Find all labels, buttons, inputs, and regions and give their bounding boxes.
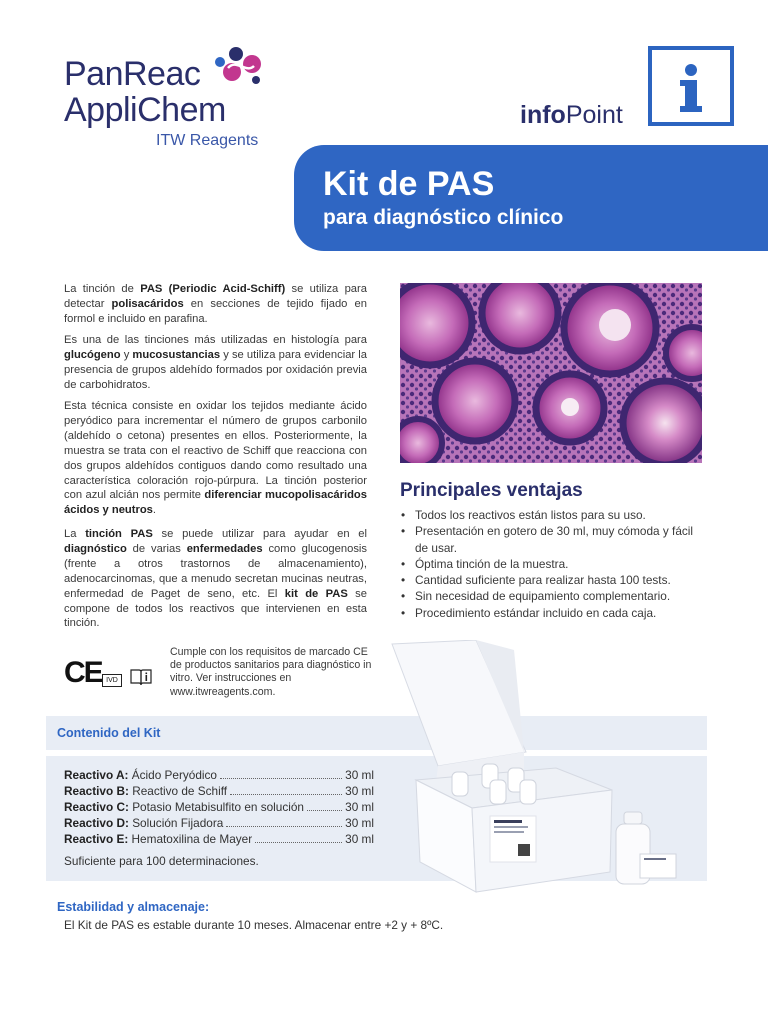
reactivo-row xyxy=(64,784,374,799)
logo-mark-icon xyxy=(206,44,270,92)
body-text: se puede utilizar para ayudar en el xyxy=(152,528,368,540)
reactivo-volume: 30 ml xyxy=(345,784,374,798)
ventajas-item: • Todos los reactivos están listos para su uso. xyxy=(400,507,710,523)
emphasis-text: PAS (Periodic Acid-Schiff) xyxy=(140,283,286,295)
logo-line-3: ITW Reagents xyxy=(156,132,259,149)
kit-quantity-note: Suficiente para 100 determinaciones. xyxy=(64,854,259,868)
body-text: y xyxy=(120,348,133,361)
info-icon xyxy=(652,50,730,122)
panreac-applichem-logo xyxy=(64,48,284,158)
reactivo-name: Reactivo C: xyxy=(64,800,129,814)
ivd-symbol: IVD xyxy=(102,674,122,687)
reactivo-desc: Ácido Peryódico xyxy=(131,768,217,782)
infopoint-regular: Point xyxy=(565,101,623,129)
reactivo-volume: 30 ml xyxy=(345,816,374,830)
info-box xyxy=(648,46,734,126)
estabilidad-text: El Kit de PAS es estable durante 10 meses. Almacenar entre +2 y + 8ºC. xyxy=(64,918,444,932)
reactivo-name: Reactivo E: xyxy=(64,832,129,846)
infopoint-label xyxy=(520,100,623,130)
ventajas-item: • Cantidad suficiente para realizar hasta 100 tests. xyxy=(400,572,710,588)
instructions-book-icon xyxy=(130,668,152,686)
ventajas-list xyxy=(400,507,710,621)
emphasis-text: enfermedades xyxy=(186,542,263,555)
reactivo-desc: Potasio Metabisulfito en solución xyxy=(132,800,304,814)
body-text: Esta técnica consiste en oxidar los tejidos mediante ácido peryódico para incrementar el número de grupos carbonilo (aldehído o cetona) presentes en ellos. Posteriormente, la muestra se trata con el reactivo de Schiff que reacciona con dos grupos aldehídos contiguos dando como resultado una característica coloración rojo-púrpura. La tinción posterior con azul alcián nos permite xyxy=(64,400,367,502)
ventajas-item: • Óptima tinción de la muestra. xyxy=(400,556,710,572)
emphasis-text: glucógeno xyxy=(64,348,121,361)
body-text: . xyxy=(152,504,157,517)
reactivo-row xyxy=(64,800,374,815)
reactivo-row xyxy=(64,832,374,847)
ce-mark: CE xyxy=(64,656,102,689)
dotted-leader xyxy=(230,784,342,795)
body-text: en secciones de tejido fijado en formol e incluido en parafina. xyxy=(64,297,367,325)
dotted-leader xyxy=(307,800,342,811)
reactivo-desc: Solución Fijadora xyxy=(132,816,224,830)
dotted-leader xyxy=(220,768,342,779)
kit-heading: Contenido del Kit xyxy=(57,726,161,740)
infopoint-bold: info xyxy=(520,101,566,129)
ventajas-item: • Procedimiento estándar incluido en cada caja. xyxy=(400,605,710,621)
reactivo-name: Reactivo D: xyxy=(64,816,129,830)
reactivo-desc: Hematoxilina de Mayer xyxy=(131,832,253,846)
histology-paragraph xyxy=(64,333,367,393)
body-text: La tinción de xyxy=(64,283,141,295)
emphasis-text: diagnóstico xyxy=(64,542,127,555)
emphasis-text: polisacáridos xyxy=(111,297,184,310)
reactivo-row xyxy=(64,768,374,783)
page-title: Kit de PAS xyxy=(323,165,495,203)
logo-line-2: AppliChem xyxy=(64,91,226,129)
diagnosis-paragraph xyxy=(64,527,367,631)
body-text: Es una de las tinciones más utilizadas en histología para xyxy=(64,334,367,346)
ventajas-item: • Presentación en gotero de 30 ml, muy cómoda y fácil de usar. xyxy=(400,523,695,556)
reactivo-volume: 30 ml xyxy=(345,800,374,814)
body-text: de varias xyxy=(126,542,187,555)
emphasis-text: tinción PAS xyxy=(85,528,153,540)
page-subtitle: para diagnóstico clínico xyxy=(323,206,564,229)
dotted-leader xyxy=(255,832,342,843)
emphasis-text: mucosustancias xyxy=(132,348,221,361)
reactivo-volume: 30 ml xyxy=(345,768,374,782)
reactivo-name: Reactivo B: xyxy=(64,784,129,798)
intro-paragraph xyxy=(64,282,367,327)
ce-compliance-text: Cumple con los requisitos de marcado CE de productos sanitarios para diagnóstico in vitro. Ver instrucciones en www.itwreagents.com. xyxy=(170,646,372,698)
reactivo-volume: 30 ml xyxy=(345,832,374,846)
body-text: se utiliza para detectar xyxy=(64,283,367,310)
emphasis-text: kit de PAS xyxy=(284,587,348,600)
ventajas-heading: Principales ventajas xyxy=(400,480,583,501)
technique-paragraph xyxy=(64,399,367,518)
ventajas-item: • Sin necesidad de equipamiento complementario. xyxy=(400,588,710,604)
estabilidad-heading: Estabilidad y almacenaje: xyxy=(57,900,210,914)
reactivo-name: Reactivo A: xyxy=(64,768,129,782)
reactivo-desc: Reactivo de Schiff xyxy=(132,784,228,798)
body-text: como glucogenosis (frente a otros trastornos de almacenamiento), adenocarcinomas, que a menudo secretan mucinas neutras, enfermedad de Paget de seno, etc. El xyxy=(64,542,367,600)
body-text: y se utiliza para evidenciar la presencia de grupos aldehído formados por oxidación previa de carbohidratos. xyxy=(64,348,367,391)
reactivo-row xyxy=(64,816,374,831)
pas-stained-tissue-image xyxy=(400,283,702,463)
dotted-leader xyxy=(226,816,342,827)
logo-line-1: PanReac xyxy=(64,55,201,93)
kit-box-photo xyxy=(386,640,686,900)
emphasis-text: diferenciar mucopolisacáridos ácidos y neutros xyxy=(64,489,367,517)
body-text: La xyxy=(64,528,86,540)
body-text: se compone de todos los reactivos que intervienen en esta tinción. xyxy=(64,587,367,630)
